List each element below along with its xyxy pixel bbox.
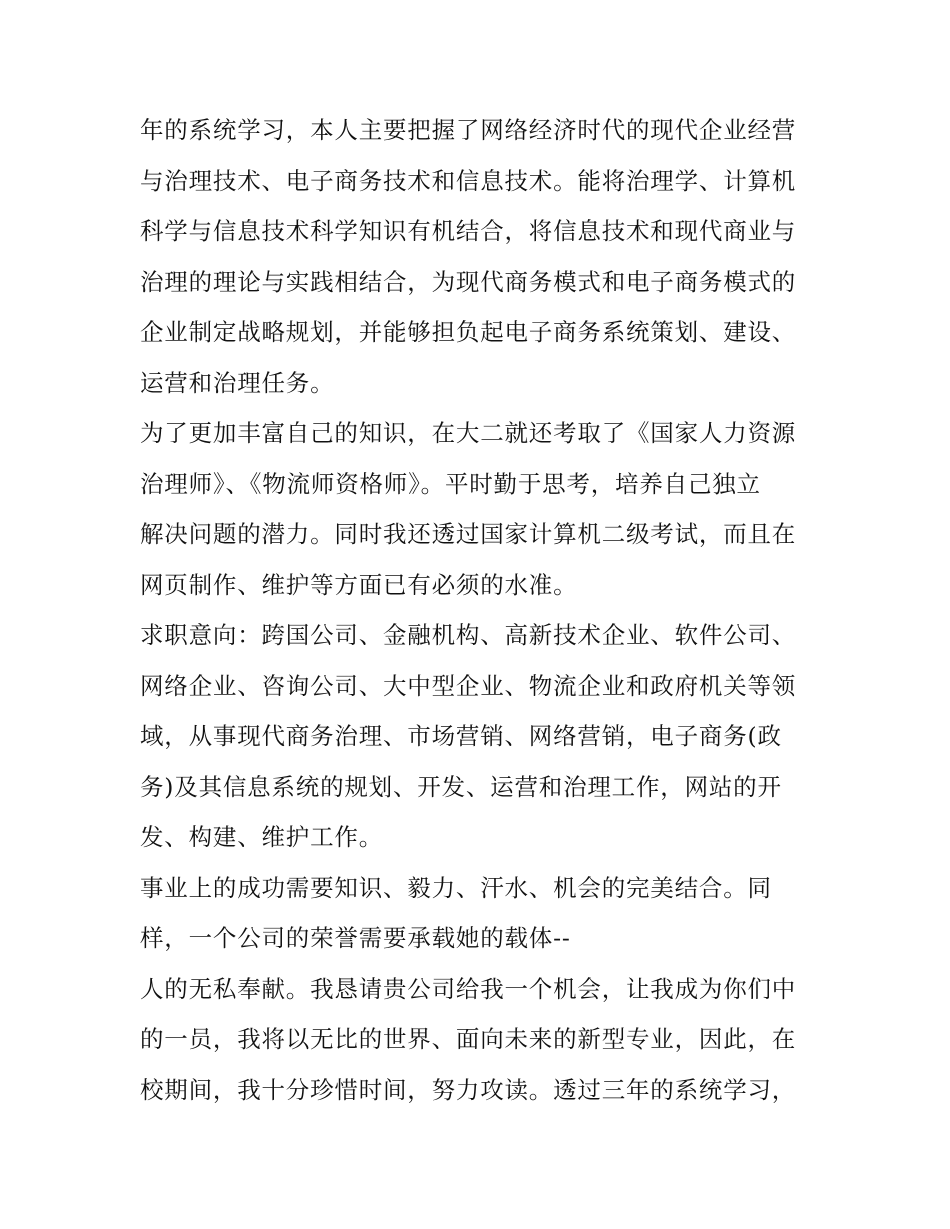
text-line: 求职意向：跨国公司、金融机构、高新技术企业、软件公司、: [140, 621, 797, 649]
text-line: 为了更加丰富自己的知识，在大二就还考取了《国家人力资源: [140, 419, 797, 447]
text-line: 人的无私奉献。我恳请贵公司给我一个机会，让我成为你们中: [140, 974, 797, 1003]
text-line: 事业上的成功需要知识、毅力、汗水、机会的完美结合。同: [140, 873, 772, 902]
text-line: 运营和治理任务。: [140, 368, 335, 397]
text-line: 年的系统学习，本人主要把握了网络经济时代的现代企业经营: [140, 116, 797, 144]
text-line: 与治理技术、电子商务技术和信息技术。能将治理学、计算机: [140, 166, 797, 195]
text-line: 的一员，我将以无比的世界、面向未来的新型专业，因此，在: [140, 1025, 797, 1053]
text-line: 校期间，我十分珍惜时间，努力攻读。透过三年的系统学习，: [140, 1075, 797, 1104]
text-line: 治理师》、《物流师资格师》。平时勤于思考，培养自己独立: [140, 469, 761, 498]
text-line: 解决问题的潜力。同时我还透过国家计算机二级考试，而且在: [140, 520, 797, 548]
text-line: 务)及其信息系统的规划、开发、运营和治理工作，网站的开: [140, 772, 782, 801]
body-text: [140, 105, 830, 1115]
text-line: 样，一个公司的荣誉需要承载她的载体--: [140, 924, 571, 952]
text-line: 网页制作、维护等方面已有必须的水准。: [140, 570, 578, 599]
text-line: 治理的理论与实践相结合，为现代商务模式和电子商务模式的: [140, 267, 797, 296]
text-line: 域，从事现代商务治理、市场营销、网络营销，电子商务(政: [140, 722, 782, 750]
text-line: 发、构建、维护工作。: [140, 823, 383, 851]
text-line: 网络企业、咨询公司、大中型企业、物流企业和政府机关等领: [140, 671, 797, 700]
text-line: 企业制定战略规划，并能够担负起电子商务系统策划、建设、: [140, 318, 797, 346]
text-line: 科学与信息技术科学知识有机结合，将信息技术和现代商业与: [140, 217, 797, 245]
